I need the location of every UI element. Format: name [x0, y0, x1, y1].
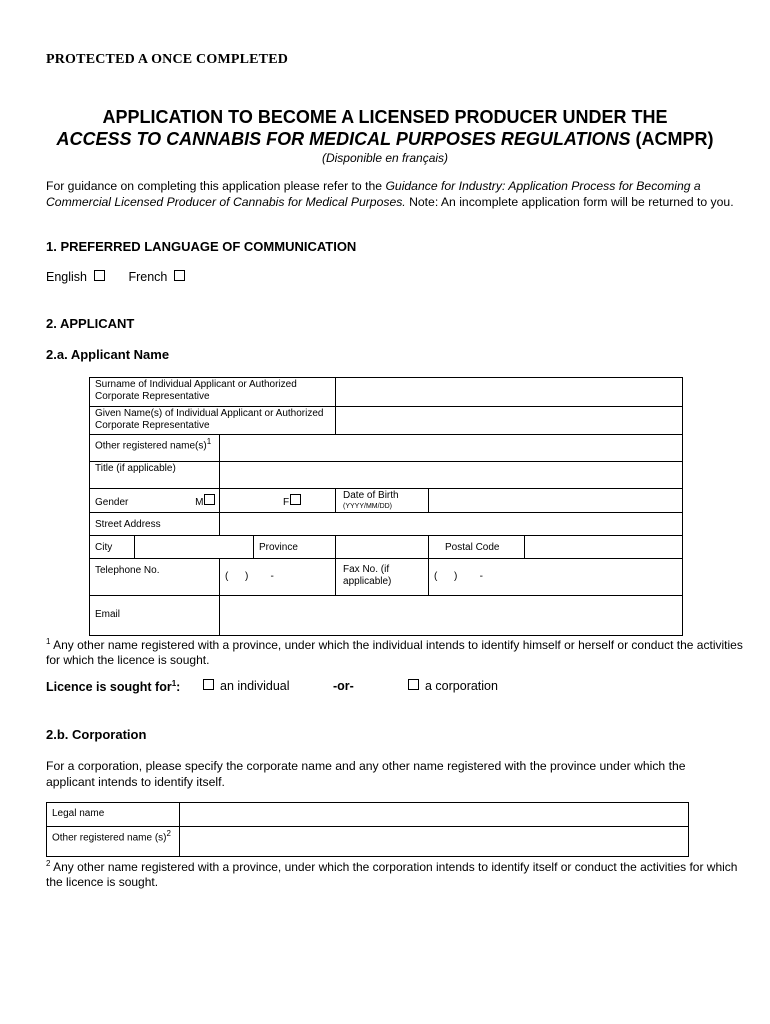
corporation-label: a corporation	[425, 679, 498, 693]
telephone-field[interactable]: ( ) -	[220, 559, 336, 596]
city-field[interactable]	[135, 536, 254, 559]
section2b-heading: 2.b. Corporation	[46, 727, 147, 742]
individual-option	[203, 679, 290, 693]
footnote-1	[46, 634, 746, 668]
title-field[interactable]	[220, 462, 683, 489]
or-separator: -or-	[333, 679, 354, 693]
corp-other-names-field[interactable]	[180, 827, 689, 857]
gender-text: Gender	[95, 497, 129, 508]
acronym: (ACMPR)	[630, 129, 714, 149]
guidance-doc-title: Guidance for Industry: Application Process for Becoming a Commercial Licensed Producer of Cannabis for Medical Purposes.	[46, 179, 701, 209]
section2a-heading: 2.a. Applicant Name	[46, 347, 170, 362]
gender-m-checkbox[interactable]	[204, 494, 215, 505]
title-line-2	[0, 129, 770, 150]
french-label: French	[128, 270, 168, 284]
french-availability-note: (Disponible en français)	[321, 151, 449, 165]
footnote-2-number: 2	[46, 859, 51, 868]
telephone-label: Telephone No.	[90, 559, 220, 596]
corporation-option	[408, 679, 498, 693]
fax-field[interactable]: ( ) -	[429, 559, 683, 596]
dob-field[interactable]	[429, 489, 683, 513]
footnote-ref-1: 1	[206, 437, 212, 446]
fax-label: Fax No. (if applicable)	[336, 559, 429, 596]
email-field[interactable]	[220, 596, 683, 636]
section1-heading: 1. PREFERRED LANGUAGE OF COMMUNICATION	[46, 239, 357, 254]
protected-header: PROTECTED A ONCE COMPLETED	[46, 52, 289, 67]
other-names-text: Other registered name(s)	[95, 440, 207, 452]
corporation-table	[46, 802, 689, 857]
legal-name-field[interactable]	[180, 803, 689, 827]
corporation-checkbox[interactable]	[408, 679, 419, 690]
footnote-1-text: Any other name registered with a province, under which the individual intends to identify himself or herself or conduct the activities for which the licence is sought.	[46, 638, 743, 667]
dob-text: Date of Birth	[343, 490, 399, 501]
regulation-name: ACCESS TO CANNABIS FOR MEDICAL PURPOSES REGULATIONS	[56, 129, 631, 149]
gender-f-cell	[220, 489, 336, 513]
given-name-field[interactable]	[336, 407, 683, 435]
gender-m-option	[195, 497, 215, 508]
language-options	[46, 270, 185, 284]
corp-other-names-label	[47, 827, 180, 857]
title-label: Title (if applicable)	[90, 462, 220, 489]
city-label: City	[90, 536, 135, 559]
individual-label: an individual	[220, 679, 290, 693]
english-checkbox[interactable]	[94, 270, 105, 281]
dob-label	[336, 489, 429, 513]
given-name-label: Given Name(s) of Individual Applicant or Authorized Corporate Representative	[90, 407, 336, 435]
individual-checkbox[interactable]	[203, 679, 214, 690]
surname-label: Surname of Individual Applicant or Authorized Corporate Representative	[90, 378, 336, 407]
footnote-2	[46, 856, 746, 890]
corp-other-names-text: Other registered name (s)	[52, 832, 167, 844]
postal-field[interactable]	[525, 536, 683, 559]
gender-f-label: F	[283, 497, 290, 508]
province-field[interactable]	[336, 536, 429, 559]
licence-sought-row	[46, 679, 746, 694]
footnote-1-number: 1	[46, 637, 51, 646]
other-names-label	[90, 435, 220, 462]
guidance-prefix: For guidance on completing this application please refer to the	[46, 179, 386, 193]
footnote-ref-2: 2	[166, 829, 171, 838]
surname-field[interactable]	[336, 378, 683, 407]
gender-label	[90, 489, 220, 513]
footnote-2-text: Any other name registered with a province, under which the corporation intends to identify itself or conduct the activities for which the licence is sought.	[46, 860, 738, 889]
street-field[interactable]	[220, 513, 683, 536]
english-label: English	[46, 270, 87, 284]
title-line-1: APPLICATION TO BECOME A LICENSED PRODUCER UNDER THE	[102, 107, 668, 127]
french-checkbox[interactable]	[174, 270, 185, 281]
province-label: Province	[254, 536, 336, 559]
legal-name-label: Legal name	[47, 803, 180, 827]
guidance-suffix: Note: An incomplete application form will be returned to you.	[405, 195, 734, 209]
postal-label: Postal Code	[429, 536, 525, 559]
applicant-table	[89, 377, 683, 636]
other-names-field[interactable]	[220, 435, 683, 462]
gender-f-checkbox[interactable]	[290, 494, 301, 505]
dob-format: (YYYY/MM/DD)	[343, 503, 393, 510]
section2-heading: 2. APPLICANT	[46, 316, 135, 331]
gender-f-option	[283, 497, 301, 508]
guidance-paragraph	[46, 178, 736, 210]
corporation-instructions: For a corporation, please specify the corporate name and any other name registered with the province under which the applicant intends to identify itself.	[46, 759, 686, 789]
gender-m-label: M	[195, 497, 204, 508]
email-label: Email	[90, 596, 220, 636]
street-label: Street Address	[90, 513, 220, 536]
licence-label: Licence is sought for$^1$:	[46, 679, 181, 695]
